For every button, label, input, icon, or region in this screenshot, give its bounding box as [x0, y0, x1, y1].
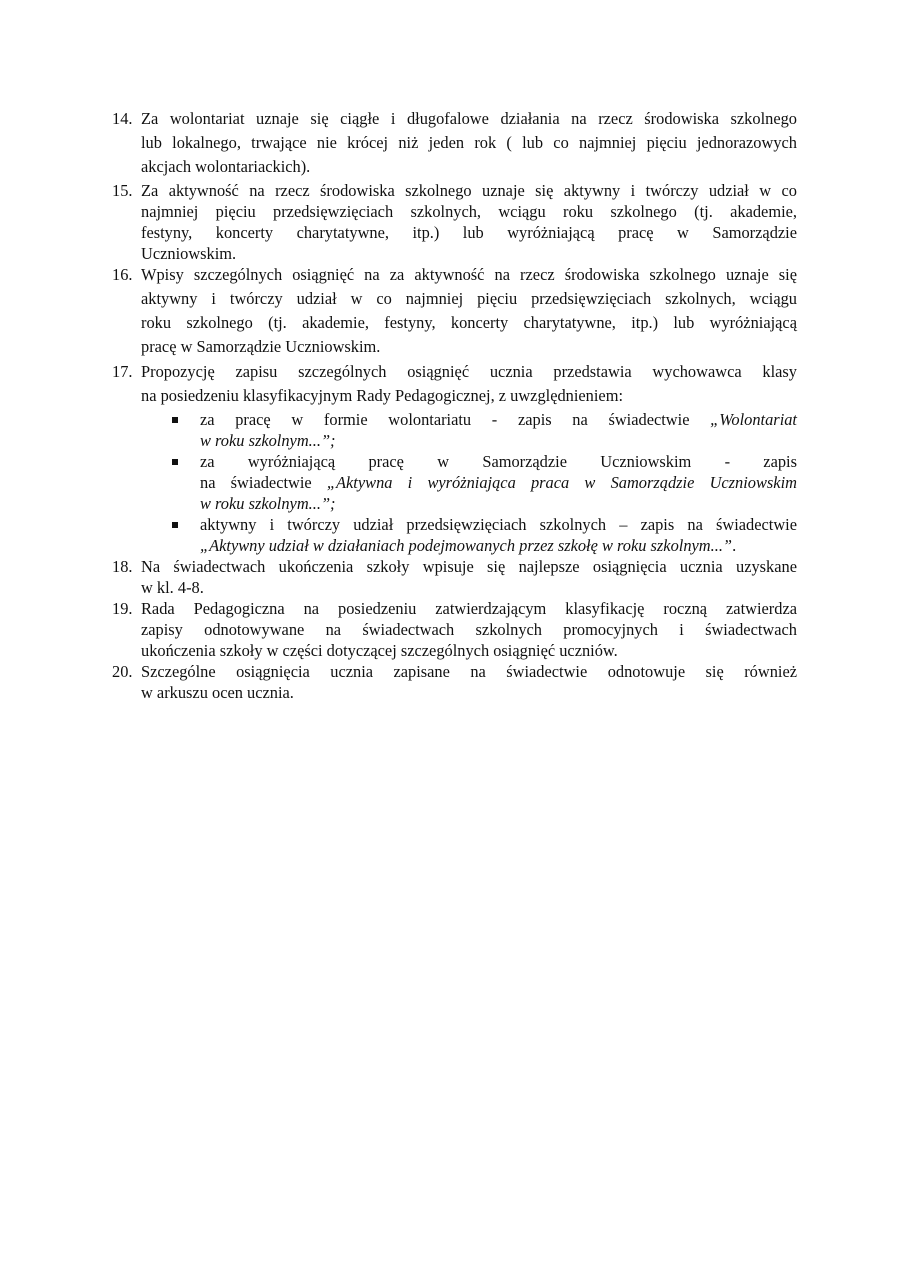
item-text	[141, 556, 797, 598]
square-bullet-icon	[172, 459, 178, 465]
text-line: Za wolontariat uznaje się ciągłe i długofalowe działania na rzecz środowiska szkolnego	[141, 109, 797, 128]
text-line: Na świadectwach ukończenia szkoły wpisuje się najlepsze osiągnięcia ucznia uzyskane	[141, 557, 797, 576]
text-line: za pracę w formie wolontariatu - zapis na świadectwie „Wolontariat	[200, 410, 797, 429]
item-number: 19.	[112, 599, 133, 618]
item-number: 15.	[112, 181, 133, 200]
text-line: Rada Pedagogiczna na posiedzeniu zatwierdzającym klasyfikację roczną zatwierdza	[141, 599, 797, 618]
item-text	[141, 263, 797, 359]
square-bullet-icon	[172, 522, 178, 528]
text-line: w kl. 4-8.	[141, 578, 204, 597]
text-line: Za aktywność na rzecz środowiska szkolnego uznaje się aktywny i twórczy udział w co	[141, 181, 797, 200]
text-line: w roku szkolnym...”;	[200, 494, 336, 513]
square-bullet-icon	[172, 417, 178, 423]
text-line: lub lokalnego, trwające nie krócej niż jeden rok ( lub co najmniej pięciu jednorazowych	[141, 133, 797, 152]
text-line: w roku szkolnym...”;	[200, 431, 336, 450]
text-line: najmniej pięciu przedsięwzięciach szkolnych, wciągu roku szkolnego (tj. akademie,	[141, 202, 797, 221]
item-number: 18.	[112, 557, 133, 576]
item-text	[141, 598, 797, 661]
text-line: na świadectwie „Aktywna i wyróżniająca praca w Samorządzie Uczniowskim	[200, 473, 797, 492]
text-line: aktywny i twórczy udział przedsięwzięciach szkolnych – zapis na świadectwie	[200, 515, 797, 534]
text-line: zapisy odnotowywane na świadectwach szkolnych promocyjnych i świadectwach	[141, 620, 797, 639]
text-line: Propozycję zapisu szczególnych osiągnięć ucznia przedstawia wychowawca klasy	[141, 362, 797, 381]
sub-item-text	[200, 451, 797, 514]
item-text	[141, 661, 797, 703]
item-number: 17.	[112, 362, 133, 381]
text-line: „Aktywny udział w działaniach podejmowanych przez szkołę w roku szkolnym...”.	[200, 536, 737, 555]
text-line: w arkuszu ocen ucznia.	[141, 683, 294, 702]
text-line: Wpisy szczególnych osiągnięć na za aktywność na rzecz środowiska szkolnego uznaje się	[141, 265, 797, 284]
item-number: 20.	[112, 662, 133, 681]
text-line: na posiedzeniu klasyfikacyjnym Rady Pedagogicznej, z uwzględnieniem:	[141, 386, 624, 405]
text-line: ukończenia szkoły w części dotyczącej szczególnych osiągnięć uczniów.	[141, 641, 618, 660]
item-text	[141, 360, 797, 408]
item-number: 16.	[112, 265, 133, 284]
sub-item-text	[200, 514, 797, 556]
text-line: aktywny i twórczy udział w co najmniej pięciu przedsięwzięciach szkolnych, wciągu	[141, 289, 797, 308]
text-line: akcjach wolontariackich).	[141, 157, 311, 176]
text-line: za wyróżniającą pracę w Samorządzie Uczniowskim - zapis	[200, 452, 797, 471]
text-line: Uczniowskim.	[141, 244, 237, 263]
text-line: roku szkolnego (tj. akademie, festyny, koncerty charytatywne, itp.) lub wyróżniającą	[141, 313, 797, 332]
item-text	[141, 107, 797, 179]
text-line: pracę w Samorządzie Uczniowskim.	[141, 337, 381, 356]
item-number: 14.	[112, 109, 133, 128]
item-text	[141, 180, 797, 264]
text-line: festyny, koncerty charytatywne, itp.) lub wyróżniającą pracę w Samorządzie	[141, 223, 797, 242]
sub-item-text	[200, 409, 797, 451]
text-line: Szczególne osiągnięcia ucznia zapisane na świadectwie odnotowuje się również	[141, 662, 797, 681]
